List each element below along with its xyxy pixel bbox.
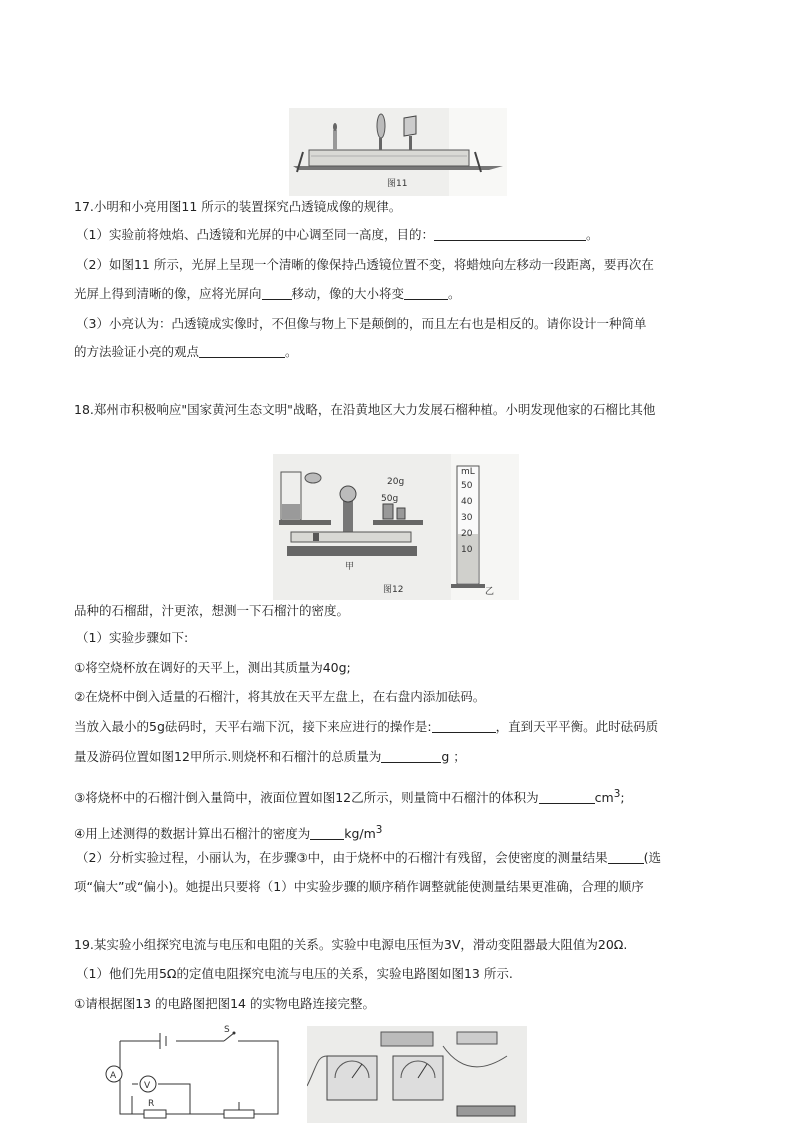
q17-part2-text-a: 光屏上得到清晰的像，应将光屏向 [74, 286, 262, 301]
figure-11-caption: 图11 [387, 179, 408, 189]
q17-answer-blank-1[interactable] [434, 228, 586, 241]
figure-14-physical-circuit [307, 1026, 527, 1123]
q17-part3-text: 的方法验证小亮的观点 [74, 344, 200, 359]
q18-step-3-end: ; [620, 790, 625, 806]
q18-step-2-line3 [74, 749, 466, 765]
voltmeter-label: V [144, 1081, 151, 1091]
weight-label-b: 20g [387, 477, 405, 487]
q17-part2-line1: （2）如图11 所示，光屏上呈现一个清晰的像保持凸透镜位置不变，将蜡烛向左移动一段距离，要再次在 [76, 257, 654, 272]
q18-answer-blank-1[interactable] [432, 720, 496, 733]
q19-stem: 19.某实验小组探究电流与电压和电阻的关系。实验中电源电压恒为3V，滑动变阻器最大阻值为20Ω. [74, 937, 628, 952]
figure-12-part-b-label: 乙 [485, 587, 495, 597]
figure-12-caption: 图12 [383, 585, 404, 595]
q18-step-2-line2 [74, 719, 658, 735]
figure-12-balance-cylinder [273, 454, 519, 600]
q18-step-1: ①将空烧杯放在调好的天平上，测出其质量为40g; [74, 660, 351, 675]
q18-step-4-unit: kg/m [344, 826, 376, 842]
q18-step-3 [74, 786, 625, 806]
cylinder-unit: mL [461, 467, 475, 477]
q18-stem: 18.郑州市积极响应"国家黄河生态文明"战略，在沿黄地区大力发展石榴种植。小明发现他家的石榴比其他 [74, 402, 656, 417]
q17-part1 [76, 227, 598, 243]
switch-label: S [224, 1025, 230, 1035]
q19-part1: （1）他们先用5Ω的定值电阻探究电流与电压的关系，实验电路图如图13 所示. [76, 966, 513, 981]
balance-cylinder-illustration [273, 454, 519, 600]
cylinder-tick-3: 30 [461, 513, 473, 523]
q17-part3-line2 [74, 344, 298, 360]
q18-step-4-sup: 3 [375, 824, 383, 836]
figure-12-part-a-label: 甲 [345, 562, 355, 572]
q17-answer-blank-3[interactable] [404, 287, 448, 300]
q18-step-2-end: ，直到天平平衡。此时砝码质 [495, 719, 659, 734]
cylinder-tick-1: 50 [461, 481, 473, 491]
cylinder-tick-5: 10 [461, 545, 473, 555]
q17-part3-line1: （3）小亮认为：凸透镜成实像时，不但像与物上下是颠倒的，而且左右也是相反的。请你设计一种简单 [76, 316, 647, 331]
q18-step-4 [74, 822, 382, 842]
q18-step-2-unit: g ； [441, 749, 466, 764]
q18-part2-line2: 项“偏大”或“偏小)。她提出只要将（1）中实验步骤的顺序稍作调整就能使测量结果更准确，合理的顺序 [74, 879, 644, 894]
figure-13-circuit-diagram [100, 1024, 286, 1123]
q17-part1-end: 。 [585, 227, 599, 242]
q18-continuation: 品种的石榴甜，汁更浓，想测一下石榴汁的密度。 [74, 603, 350, 618]
q17-part3-end: 。 [285, 344, 298, 359]
q18-step-3-unit: cm [594, 790, 614, 806]
q18-step-2: ②在烧杯中倒入适量的石榴汁，将其放在天平左盘上，在右盘内添加砝码。 [74, 689, 486, 704]
q18-step-3-text: ③将烧杯中的石榴汁倒入量筒中，液面位置如图12乙所示，则量筒中石榴汁的体积为 [74, 790, 539, 806]
q17-answer-blank-2[interactable] [262, 287, 292, 300]
physical-circuit-illustration [307, 1026, 527, 1123]
cylinder-tick-4: 20 [461, 529, 473, 539]
optical-bench-illustration [289, 108, 507, 196]
q18-step-2-text: 当放入最小的5g砝码时，天平右端下沉，接下来应进行的操作是: [74, 719, 432, 734]
q18-answer-blank-3[interactable] [539, 791, 595, 804]
q17-part2-end: 。 [448, 286, 461, 301]
q18-step-3-sup: 3 [613, 788, 621, 800]
figure-11-optical-bench [289, 108, 507, 196]
q18-answer-blank-2[interactable] [381, 750, 441, 763]
q18-step-2-text-b: 量及游码位置如图12甲所示.则烧杯和石榴汁的总质量为 [74, 749, 382, 764]
weight-label-a: 50g [381, 494, 399, 504]
q17-part1-text: （1）实验前将烛焰、凸透镜和光屏的中心调至同一高度，目的： [76, 227, 434, 242]
q18-part2-line1 [76, 850, 661, 866]
q19-step-1: ①请根据图13 的电路图把图14 的实物电路连接完整。 [74, 996, 375, 1011]
q17-stem: 17.小明和小亮用图11 所示的装置探究凸透镜成像的规律。 [74, 199, 402, 214]
q18-part2-end: (选 [643, 850, 662, 865]
q18-step-4-text: ④用上述测得的数据计算出石榴汁的密度为 [74, 826, 311, 842]
q17-part2-line2 [74, 286, 461, 302]
cylinder-tick-2: 40 [461, 497, 473, 507]
q17-answer-blank-4[interactable] [199, 345, 285, 358]
resistor-label: R [148, 1099, 155, 1109]
q17-part2-text-b: 移动，像的大小将变 [291, 286, 405, 301]
ammeter-label: A [110, 1071, 117, 1081]
q18-answer-blank-4[interactable] [310, 827, 344, 840]
q18-part2-text: （2）分析实验过程，小丽认为，在步骤③中，由于烧杯中的石榴汁有残留，会使密度的测量结果 [76, 850, 608, 865]
q18-answer-blank-5[interactable] [608, 851, 644, 864]
q18-steps-heading: （1）实验步骤如下: [76, 630, 189, 645]
